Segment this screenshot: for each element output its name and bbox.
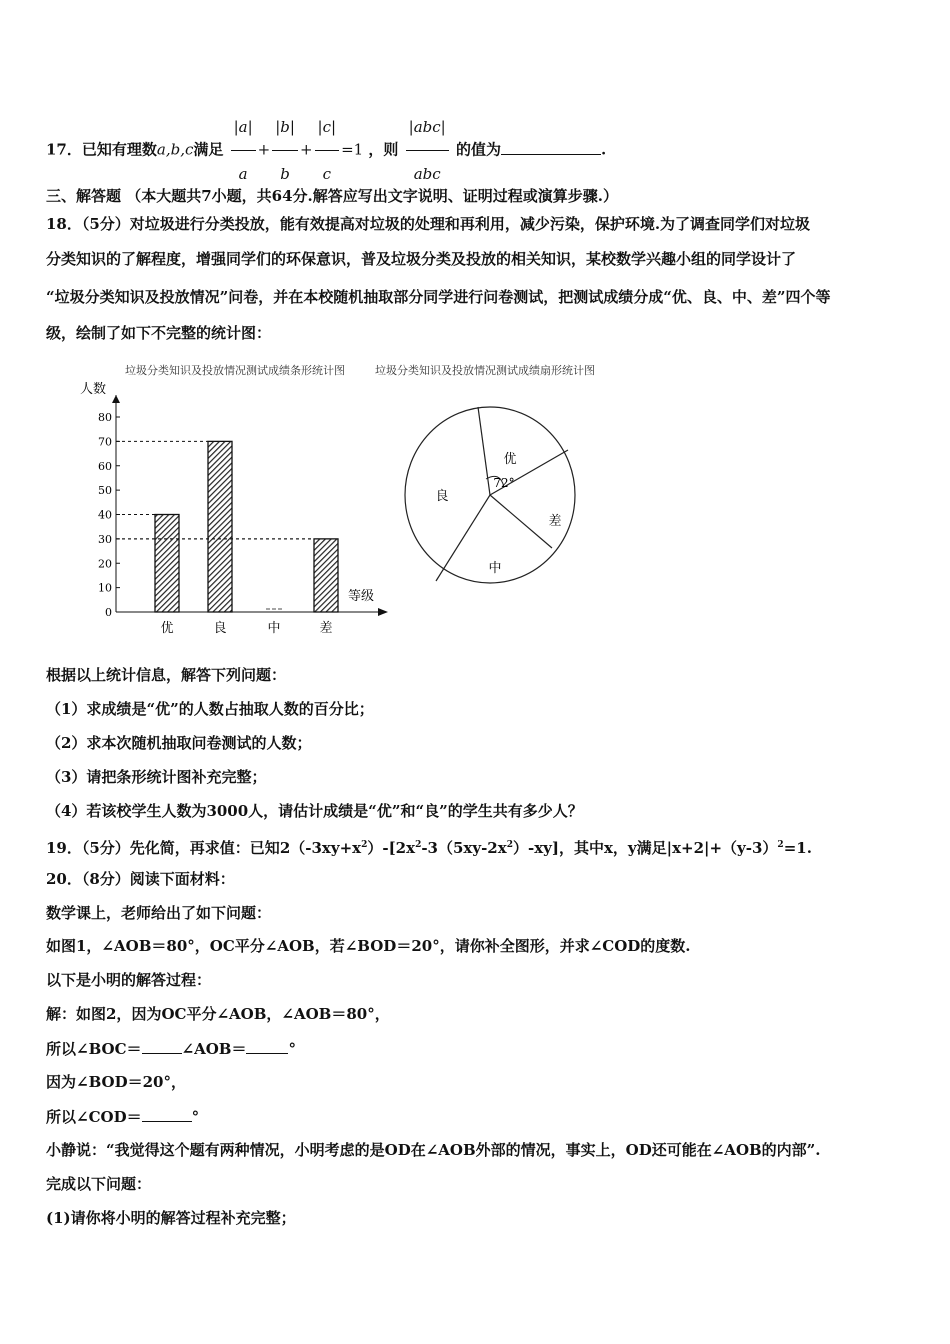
bar-chart-title: 垃圾分类知识及投放情况测试成绩条形统计图 xyxy=(125,364,345,377)
y-tick-label: 80 xyxy=(98,411,112,424)
q17-prefix: 17．已知有理数 xyxy=(46,140,157,159)
section-3-heading: 三、解答题 （本大题共7小题，共64分.解答应写出文字说明、证明过程或演算步骤.） xyxy=(46,187,618,205)
sup-2: 2 xyxy=(415,840,422,850)
cod-blank[interactable] xyxy=(142,1106,192,1122)
q18-line-2: 分类知识的了解程度，增强同学们的环保意识，普及垃圾分类及投放的相关知识，某校数学兴趣小组的同学设计了 xyxy=(46,250,797,268)
y-tick-label: 60 xyxy=(98,459,112,473)
q18-sub-1: （1）求成绩是“优”的人数占抽取人数的百分比； xyxy=(46,700,374,718)
sup-2: 2 xyxy=(506,840,513,850)
y-axis-arrow xyxy=(112,395,120,403)
pie-slice-edge xyxy=(436,495,490,581)
bar-差 xyxy=(314,539,338,612)
bar-优 xyxy=(155,515,179,613)
y-tick-label: 10 xyxy=(98,581,112,595)
category-label: 优 xyxy=(160,621,174,636)
category-label: 差 xyxy=(319,621,333,636)
degree-sign: ° xyxy=(191,1108,200,1126)
equals-one: =1 xyxy=(341,140,364,159)
q20-line-3: 如图1，∠AOB＝80°，OC平分∠AOB，若∠BOD＝20°，请你补全图形，并求∠COD的度数. xyxy=(46,937,691,955)
bar-chart xyxy=(70,375,390,645)
pie-label-良: 良 xyxy=(435,489,449,504)
pie-label-优: 优 xyxy=(503,452,517,467)
pie-label-中: 中 xyxy=(488,561,502,576)
y-tick-label: 40 xyxy=(98,508,112,522)
bar-良 xyxy=(208,441,232,612)
q20-line-5: 解：如图2，因为OC平分∠AOB，∠AOB＝80°， xyxy=(46,1005,390,1023)
fraction-c: $\frac{|c|}{c}$ xyxy=(315,104,340,197)
degree-sign: ° xyxy=(288,1040,296,1058)
q20-finish: 完成以下问题： xyxy=(46,1175,152,1193)
y-tick-label: 20 xyxy=(98,557,112,571)
sup-2: 2 xyxy=(361,840,368,850)
q20-xiaojing: 小静说：“我觉得这个题有两种情况，小明考虑的是OD在∠AOB外部的情况，事实上，OD还可能在∠AOB的内部”. xyxy=(46,1141,821,1159)
q20-line-1: 20．（8分）阅读下面材料： xyxy=(46,870,235,888)
aob-text: ∠AOB＝ xyxy=(181,1040,247,1058)
q17-suffix: 的值为 xyxy=(455,140,501,159)
fraction-a: $\frac{|a|}{a}$ xyxy=(231,104,256,197)
q20-bod-line: 因为∠BOD＝20°， xyxy=(46,1073,186,1091)
x-axis-label: 等级 xyxy=(348,589,375,604)
q18-line-4: 级，绘制了如下不完整的统计图： xyxy=(46,324,272,342)
pie-chart-title: 垃圾分类知识及投放情况测试成绩扇形统计图 xyxy=(375,364,595,377)
q19-part-2: ）-[2x xyxy=(367,839,416,857)
q20-sub-1: (1)请你将小明的解答过程补充完整； xyxy=(46,1209,296,1227)
q19-part-5: =1. xyxy=(783,839,812,857)
question-19 xyxy=(46,835,812,858)
boc-blank-1[interactable] xyxy=(142,1038,182,1054)
q19-part-4: ）-xy]，其中x，y满足|x+2|+（y-3） xyxy=(512,839,778,857)
q18-sub-3: （3）请把条形统计图补充完整； xyxy=(46,768,267,786)
plus-sign: + xyxy=(257,140,271,159)
y-tick-label: 0 xyxy=(105,606,112,619)
boc-blank-2[interactable] xyxy=(246,1038,288,1054)
q19-part-3: -3（5xy-2x xyxy=(421,839,507,857)
q18-line-1: 18．（5分）对垃圾进行分类投放，能有效提高对垃圾的处理和再利用，减少污染，保护环境.为了调查同学们对垃圾 xyxy=(46,215,811,233)
q17-end: . xyxy=(600,140,607,159)
q18-line-3: “垃圾分类知识及投放情况”问卷，并在本校随机抽取部分同学进行问卷测试，把测试成绩分成“优、良、中、差”四个等 xyxy=(46,288,831,306)
q20-cod-line xyxy=(46,1106,199,1127)
q20-line-2: 数学课上，老师给出了如下问题： xyxy=(46,904,272,922)
category-label: 良 xyxy=(213,621,227,636)
q18-sub-4: （4）若该校学生人数为3000人，请估计成绩是“优”和“良”的学生共有多少人？ xyxy=(46,802,583,820)
cod-text: 所以∠COD＝ xyxy=(46,1108,142,1126)
q18-sub-2: （2）求本次随机抽取问卷测试的人数； xyxy=(46,734,312,752)
sup-2: 2 xyxy=(777,840,784,850)
answer-blank[interactable] xyxy=(501,138,601,155)
y-tick-label: 50 xyxy=(98,484,112,498)
q19-part-1: 19．（5分）先化简，再求值：已知2（-3xy+x xyxy=(46,839,362,857)
y-axis-label: 人数 xyxy=(80,382,107,397)
x-axis-arrow xyxy=(378,608,388,616)
q17-mid: 满足 xyxy=(193,140,224,159)
q18-instruction: 根据以上统计信息，解答下列问题： xyxy=(46,666,287,684)
category-label: 中 xyxy=(267,621,281,636)
q17-vars: a,b,c xyxy=(156,140,194,159)
question-17 xyxy=(46,104,607,183)
y-tick-label: 70 xyxy=(98,435,112,449)
pie-slice-edge xyxy=(490,495,552,548)
fraction-b: $\frac{|b|}{b}$ xyxy=(272,104,298,197)
plus-sign: + xyxy=(299,140,313,159)
pie-slice-edge xyxy=(478,407,490,495)
fraction-abc: $\frac{\text{|abc|}}{\text{abc}}$ xyxy=(406,104,449,197)
angle-label: 72° xyxy=(493,476,515,490)
pie-label-差: 差 xyxy=(548,514,562,529)
pie-chart xyxy=(400,385,580,585)
y-tick-label: 30 xyxy=(98,532,112,546)
boc-text: 所以∠BOC＝ xyxy=(46,1040,142,1058)
q20-line-4: 以下是小明的解答过程： xyxy=(46,971,212,989)
q17-then: ，则 xyxy=(368,140,399,159)
q20-boc-line xyxy=(46,1038,296,1059)
